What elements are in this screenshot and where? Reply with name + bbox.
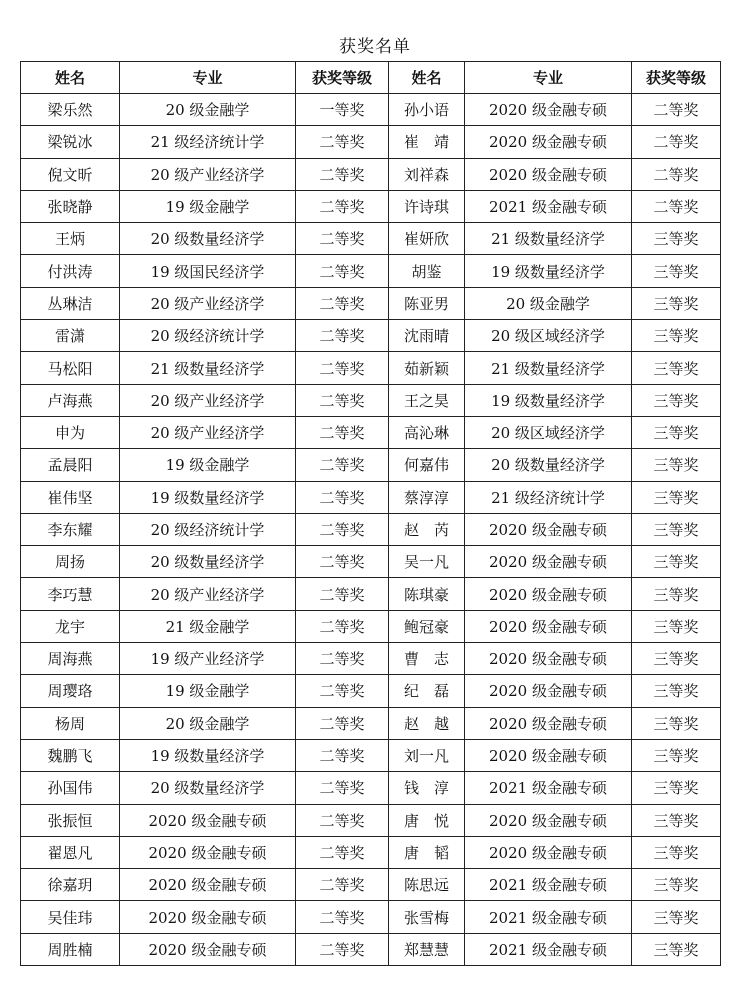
major-cell-right: 20 级金融学 (465, 287, 632, 319)
name-cell-right: 孙小语 (389, 94, 465, 126)
table-row (21, 287, 721, 319)
header-award-right: 获奖等级 (632, 62, 721, 94)
name-cell-left: 徐嘉玥 (21, 869, 120, 901)
major-cell-left: 20 级金融学 (120, 707, 296, 739)
major-cell-left: 20 级产业经济学 (120, 158, 296, 190)
award-cell-right: 三等奖 (632, 739, 721, 771)
name-cell-right: 郑慧慧 (389, 933, 465, 965)
major-cell-right: 2020 级金融专硕 (465, 707, 632, 739)
award-cell-left: 二等奖 (296, 416, 389, 448)
major-cell-right: 2021 级金融专硕 (465, 869, 632, 901)
major-cell-right: 2020 级金融专硕 (465, 836, 632, 868)
name-cell-right: 高沁琳 (389, 416, 465, 448)
name-cell-right: 许诗琪 (389, 190, 465, 222)
name-cell-right: 钱 淳 (389, 772, 465, 804)
award-cell-right: 三等奖 (632, 933, 721, 965)
header-award-left: 获奖等级 (296, 62, 389, 94)
award-cell-right: 三等奖 (632, 546, 721, 578)
header-row (21, 62, 721, 94)
major-cell-left: 20 级经济统计学 (120, 320, 296, 352)
award-cell-right: 三等奖 (632, 255, 721, 287)
major-cell-right: 2020 级金融专硕 (465, 739, 632, 771)
award-cell-right: 三等奖 (632, 352, 721, 384)
major-cell-right: 2021 级金融专硕 (465, 901, 632, 933)
name-cell-left: 丛琳洁 (21, 287, 120, 319)
award-cell-left: 一等奖 (296, 94, 389, 126)
name-cell-left: 倪文昕 (21, 158, 120, 190)
award-cell-right: 三等奖 (632, 384, 721, 416)
table-row (21, 836, 721, 868)
award-cell-left: 二等奖 (296, 449, 389, 481)
major-cell-left: 19 级数量经济学 (120, 481, 296, 513)
major-cell-left: 19 级金融学 (120, 449, 296, 481)
major-cell-left: 20 级产业经济学 (120, 287, 296, 319)
award-cell-left: 二等奖 (296, 513, 389, 545)
major-cell-right: 2020 级金融专硕 (465, 610, 632, 642)
name-cell-left: 周扬 (21, 546, 120, 578)
award-cell-right: 三等奖 (632, 223, 721, 255)
header-major-right: 专业 (465, 62, 632, 94)
award-cell-right: 三等奖 (632, 869, 721, 901)
award-cell-left: 二等奖 (296, 352, 389, 384)
name-cell-right: 陈思远 (389, 869, 465, 901)
name-cell-left: 梁乐然 (21, 94, 120, 126)
header-name-right: 姓名 (389, 62, 465, 94)
award-cell-right: 三等奖 (632, 513, 721, 545)
award-cell-right: 三等奖 (632, 836, 721, 868)
name-cell-right: 陈亚男 (389, 287, 465, 319)
table-row (21, 223, 721, 255)
major-cell-right: 2020 级金融专硕 (465, 643, 632, 675)
table-header (21, 62, 721, 94)
name-cell-left: 周璎珞 (21, 675, 120, 707)
name-cell-left: 翟恩凡 (21, 836, 120, 868)
name-cell-right: 陈琪豪 (389, 578, 465, 610)
major-cell-right: 2021 级金融专硕 (465, 772, 632, 804)
major-cell-right: 2020 级金融专硕 (465, 94, 632, 126)
award-cell-left: 二等奖 (296, 836, 389, 868)
name-cell-left: 李东耀 (21, 513, 120, 545)
award-cell-left: 二等奖 (296, 804, 389, 836)
award-cell-right: 二等奖 (632, 94, 721, 126)
name-cell-left: 吴佳玮 (21, 901, 120, 933)
table-row (21, 513, 721, 545)
name-cell-left: 梁锐冰 (21, 126, 120, 158)
table-row (21, 320, 721, 352)
name-cell-right: 何嘉伟 (389, 449, 465, 481)
award-cell-left: 二等奖 (296, 610, 389, 642)
award-cell-left: 二等奖 (296, 546, 389, 578)
major-cell-left: 2020 级金融专硕 (120, 869, 296, 901)
major-cell-left: 19 级金融学 (120, 675, 296, 707)
name-cell-right: 唐 悦 (389, 804, 465, 836)
name-cell-right: 张雪梅 (389, 901, 465, 933)
award-cell-left: 二等奖 (296, 223, 389, 255)
table-row (21, 126, 721, 158)
name-cell-left: 崔伟坚 (21, 481, 120, 513)
award-cell-right: 三等奖 (632, 416, 721, 448)
name-cell-left: 张振恒 (21, 804, 120, 836)
award-cell-left: 二等奖 (296, 707, 389, 739)
award-cell-right: 三等奖 (632, 675, 721, 707)
award-cell-left: 二等奖 (296, 869, 389, 901)
document-title: 获奖名单 (339, 37, 411, 57)
table-row (21, 901, 721, 933)
major-cell-left: 20 级产业经济学 (120, 416, 296, 448)
major-cell-right: 2020 级金融专硕 (465, 126, 632, 158)
table-row (21, 804, 721, 836)
award-cell-right: 三等奖 (632, 449, 721, 481)
table-row (21, 772, 721, 804)
name-cell-right: 曹 志 (389, 643, 465, 675)
award-cell-left: 二等奖 (296, 675, 389, 707)
award-cell-left: 二等奖 (296, 901, 389, 933)
award-cell-right: 三等奖 (632, 804, 721, 836)
award-cell-right: 三等奖 (632, 901, 721, 933)
major-cell-right: 19 级数量经济学 (465, 384, 632, 416)
table-row (21, 707, 721, 739)
major-cell-right: 21 级数量经济学 (465, 223, 632, 255)
major-cell-right: 2020 级金融专硕 (465, 675, 632, 707)
award-cell-right: 二等奖 (632, 158, 721, 190)
table-row (21, 416, 721, 448)
major-cell-left: 20 级产业经济学 (120, 384, 296, 416)
award-table (20, 61, 721, 966)
name-cell-left: 魏鹏飞 (21, 739, 120, 771)
major-cell-right: 2021 级金融专硕 (465, 190, 632, 222)
major-cell-left: 20 级产业经济学 (120, 578, 296, 610)
name-cell-right: 刘一凡 (389, 739, 465, 771)
name-cell-right: 鲍冠豪 (389, 610, 465, 642)
award-cell-left: 二等奖 (296, 481, 389, 513)
name-cell-right: 王之昊 (389, 384, 465, 416)
name-cell-left: 杨周 (21, 707, 120, 739)
major-cell-left: 21 级数量经济学 (120, 352, 296, 384)
name-cell-left: 付洪涛 (21, 255, 120, 287)
award-cell-right: 三等奖 (632, 481, 721, 513)
major-cell-left: 2020 级金融专硕 (120, 804, 296, 836)
major-cell-right: 20 级区域经济学 (465, 416, 632, 448)
major-cell-left: 19 级国民经济学 (120, 255, 296, 287)
table-row (21, 94, 721, 126)
award-cell-left: 二等奖 (296, 287, 389, 319)
award-cell-left: 二等奖 (296, 643, 389, 675)
major-cell-right: 2020 级金融专硕 (465, 158, 632, 190)
table-row (21, 578, 721, 610)
header-major-left: 专业 (120, 62, 296, 94)
award-cell-right: 三等奖 (632, 772, 721, 804)
table-row (21, 546, 721, 578)
name-cell-right: 赵 越 (389, 707, 465, 739)
award-cell-left: 二等奖 (296, 320, 389, 352)
name-cell-right: 赵 芮 (389, 513, 465, 545)
name-cell-left: 卢海燕 (21, 384, 120, 416)
name-cell-left: 孙国伟 (21, 772, 120, 804)
table-row (21, 158, 721, 190)
name-cell-right: 茹新颖 (389, 352, 465, 384)
name-cell-right: 沈雨晴 (389, 320, 465, 352)
major-cell-left: 21 级金融学 (120, 610, 296, 642)
major-cell-left: 21 级经济统计学 (120, 126, 296, 158)
name-cell-left: 申为 (21, 416, 120, 448)
major-cell-left: 20 级数量经济学 (120, 772, 296, 804)
table-row (21, 481, 721, 513)
major-cell-left: 19 级数量经济学 (120, 739, 296, 771)
major-cell-left: 20 级数量经济学 (120, 223, 296, 255)
major-cell-right: 20 级数量经济学 (465, 449, 632, 481)
name-cell-left: 马松阳 (21, 352, 120, 384)
award-cell-right: 三等奖 (632, 610, 721, 642)
name-cell-right: 胡鉴 (389, 255, 465, 287)
award-cell-right: 三等奖 (632, 578, 721, 610)
award-cell-right: 二等奖 (632, 190, 721, 222)
award-cell-left: 二等奖 (296, 772, 389, 804)
table-row (21, 449, 721, 481)
major-cell-right: 2020 级金融专硕 (465, 804, 632, 836)
name-cell-left: 孟晨阳 (21, 449, 120, 481)
table-row (21, 384, 721, 416)
name-cell-right: 吴一凡 (389, 546, 465, 578)
name-cell-right: 蔡淳淳 (389, 481, 465, 513)
major-cell-right: 21 级经济统计学 (465, 481, 632, 513)
award-cell-left: 二等奖 (296, 933, 389, 965)
name-cell-left: 龙宇 (21, 610, 120, 642)
name-cell-right: 崔 靖 (389, 126, 465, 158)
award-cell-left: 二等奖 (296, 255, 389, 287)
award-cell-left: 二等奖 (296, 190, 389, 222)
name-cell-left: 雷潇 (21, 320, 120, 352)
table-row (21, 190, 721, 222)
major-cell-left: 19 级金融学 (120, 190, 296, 222)
major-cell-left: 20 级数量经济学 (120, 546, 296, 578)
major-cell-right: 20 级区域经济学 (465, 320, 632, 352)
major-cell-right: 19 级数量经济学 (465, 255, 632, 287)
name-cell-right: 唐 韬 (389, 836, 465, 868)
award-cell-left: 二等奖 (296, 384, 389, 416)
name-cell-left: 李巧慧 (21, 578, 120, 610)
table-row (21, 255, 721, 287)
table-row (21, 610, 721, 642)
major-cell-right: 2020 级金融专硕 (465, 513, 632, 545)
table-row (21, 352, 721, 384)
major-cell-left: 19 级产业经济学 (120, 643, 296, 675)
table-body (21, 94, 721, 966)
major-cell-left: 2020 级金融专硕 (120, 901, 296, 933)
major-cell-right: 2020 级金融专硕 (465, 546, 632, 578)
award-cell-right: 三等奖 (632, 320, 721, 352)
header-name-left: 姓名 (21, 62, 120, 94)
award-cell-left: 二等奖 (296, 739, 389, 771)
table-row (21, 675, 721, 707)
table-row (21, 933, 721, 965)
name-cell-left: 周胜楠 (21, 933, 120, 965)
name-cell-right: 纪 磊 (389, 675, 465, 707)
award-cell-left: 二等奖 (296, 126, 389, 158)
major-cell-left: 20 级金融学 (120, 94, 296, 126)
name-cell-left: 周海燕 (21, 643, 120, 675)
award-cell-right: 三等奖 (632, 707, 721, 739)
major-cell-right: 21 级数量经济学 (465, 352, 632, 384)
table-row (21, 869, 721, 901)
major-cell-left: 2020 级金融专硕 (120, 933, 296, 965)
name-cell-left: 王炳 (21, 223, 120, 255)
name-cell-left: 张晓静 (21, 190, 120, 222)
major-cell-left: 2020 级金融专硕 (120, 836, 296, 868)
award-cell-left: 二等奖 (296, 578, 389, 610)
major-cell-right: 2020 级金融专硕 (465, 578, 632, 610)
award-cell-right: 三等奖 (632, 287, 721, 319)
name-cell-right: 崔妍欣 (389, 223, 465, 255)
award-cell-right: 三等奖 (632, 643, 721, 675)
award-cell-left: 二等奖 (296, 158, 389, 190)
major-cell-left: 20 级经济统计学 (120, 513, 296, 545)
table-row (21, 739, 721, 771)
table-row (21, 643, 721, 675)
award-cell-right: 二等奖 (632, 126, 721, 158)
major-cell-right: 2021 级金融专硕 (465, 933, 632, 965)
name-cell-right: 刘祥森 (389, 158, 465, 190)
